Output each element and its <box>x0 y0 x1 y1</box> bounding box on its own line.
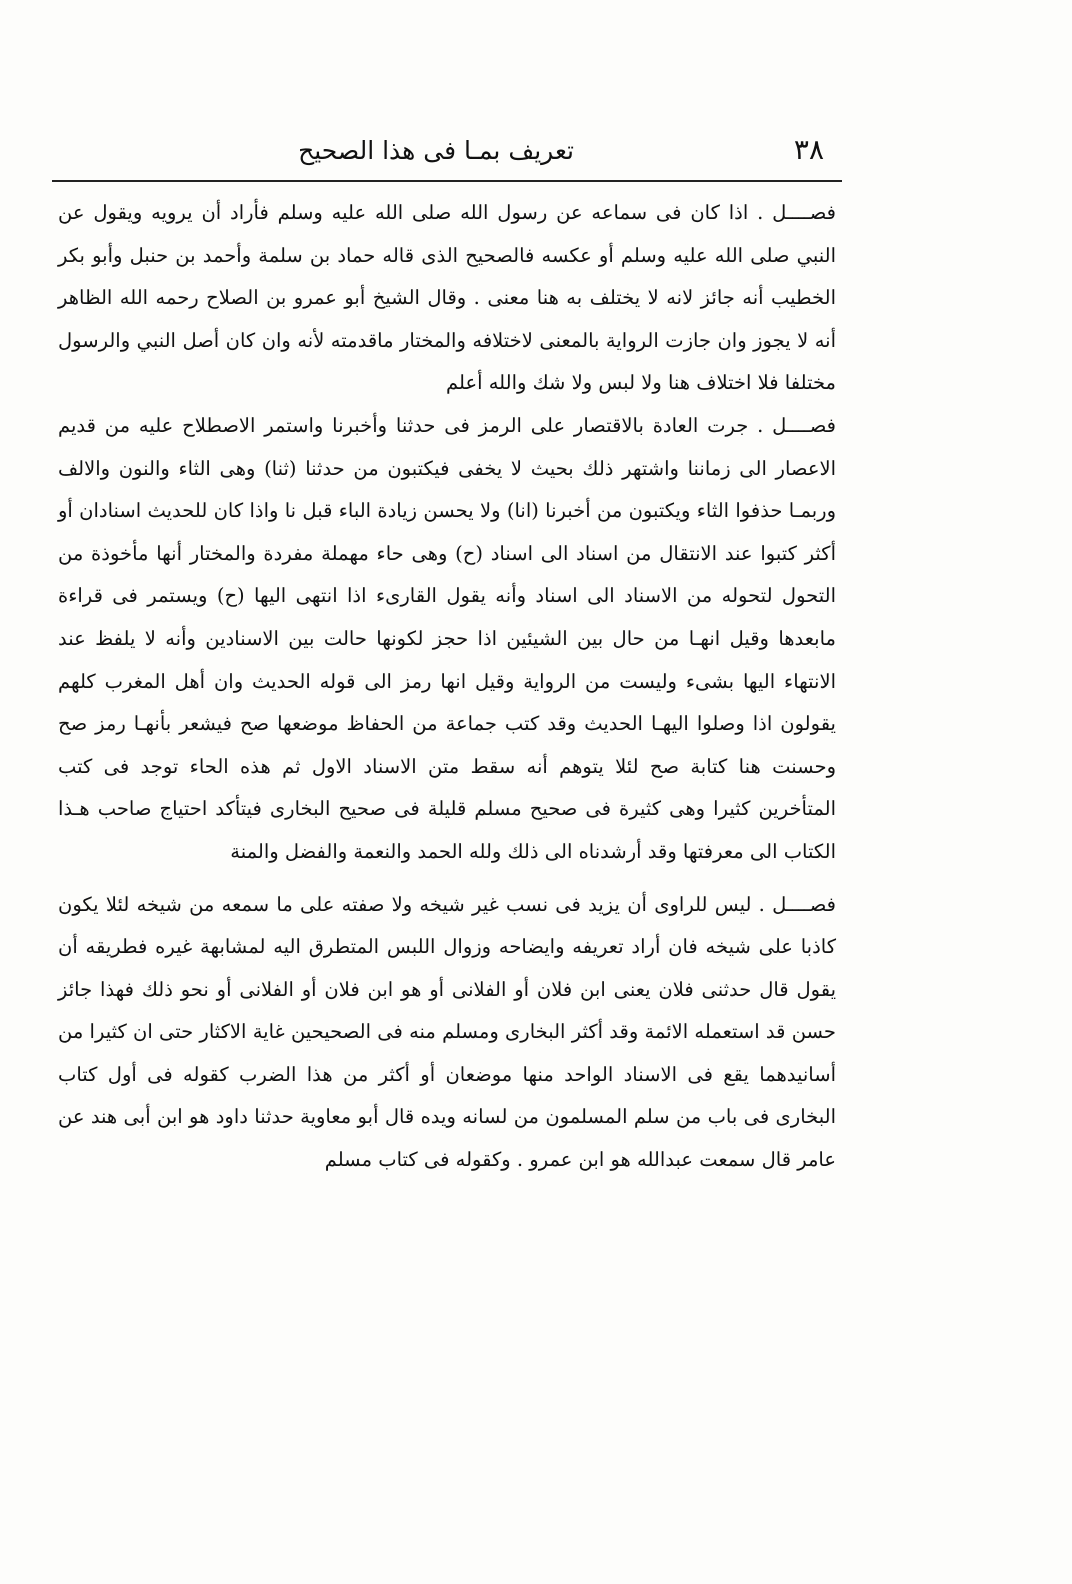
paragraph-text: . ليس للراوى أن يزيد فى نسب غير شيخه ولا صفته على ما سمعه من شيخه لئلا يكون كاذبا على شيخه فان أراد تعريفه وايضاحه وزوال اللبس المتطرق اليه لمشابهة غيره فطريقه أن يقول قال حدثنى فلان يعنى ابن فلان أو الفلانى أو هو ابن فلان أو الفلانى أو نحو ذلك فهذا جائز حسن قد استعمله الائمة وقد أكثر البخارى ومسلم منه فى الصحيحين غاية الاكثار حتى ان كثيرا من أسانيدهما يقع فى الاسناد الواحد منها موضعان أو أكثر من هذا الضرب كقوله فى أول كتاب البخارى فى باب من سلم المسلمون من لسانه ويده قال أبو معاوية حدثنا داود هو ابن أبى هند عن عامر قال سمعت عبدالله هو ابن عمرو . وكقوله فى كتاب مسلم <box>58 892 836 1172</box>
page-number: ٣٨ <box>793 133 824 166</box>
paragraph-text: . اذا كان فى سماعه عن رسول الله صلى الله عليه وسلم فأراد أن يرويه ويقول عن النبي صلى الله عليه وسلم أو عكسه فالصحيح الذى قاله حماد بن سلمة وأحمد بن حنبل وأبو بكر الخطيب أنه جائز لانه لا يختلف به هنا معنى . وقال الشيخ أبو عمرو بن الصلاح رحمه الله الظاهر أنه لا يجوز وان جازت الرواية بالمعنى لاختلافه والمختار ماقدمته لأنه وان كان أصل النبي والرسول مختلفا فلا اختلاف هنا ولا لبس ولا شك والله أعلم <box>58 201 836 395</box>
section-label: فصــــل <box>772 413 836 437</box>
body-text <box>58 192 836 1182</box>
section-label: فصــــل <box>772 201 836 224</box>
paragraph <box>58 405 836 874</box>
page-header <box>52 126 842 178</box>
header-rule <box>52 180 842 182</box>
paragraph <box>58 884 836 1182</box>
running-title: تعريف بمـا فى هذا الصحيح <box>298 136 574 165</box>
paragraph-text: . جرت العادة بالاقتصار على الرمز فى حدثنا وأخبرنا واستمر الاصطلاح عليه من قديم الاعصار الى زماننا واشتهر ذلك بحيث لا يخفى فيكتبون من حدثنا (ثنا) وهى الثاء والنون والالف وربمـا حذفوا الثاء ويكتبون من أخبرنا (انا) ولا يحسن زيادة الباء قبل نا واذا كان للحديث اسنادان أو أكثر كتبوا عند الانتقال من اسناد الى اسناد (ح) وهى حاء مهملة مفردة والمختار أنها مأخوذة من التحول لتحوله من الاسناد الى اسناد وأنه يقول القارىء اذا انتهى اليها (ح) ويستمر فى قراءة مابعدها وقيل انهـا من حال بين الشيئين اذا حجز لكونها حالت بين الاسنادين وأنه لا يلفظ عند الانتهاء اليها بشىء وليست من الرواية وقيل انها رمز الى قوله الحديث وان أهل المغرب كلهم يقولون اذا وصلوا اليهـا الحديث وقد كتب جماعة من الحفاظ موضعها صح فيشعر بأنهـا رمز صح وحسنت هنا كتابة صح لئلا يتوهم أنه سقط متن الاسناد الاول ثم هذه الحاء توجد فى كتب المتأخرين كثيرا وهى كثيرة فى صحيح مسلم قليلة فى صحيح البخارى فيتأكد احتياج صاحب هـذا الكتاب الى معرفتها وقد أرشدناه الى ذلك ولله الحمد والنعمة والفضل والمنة <box>58 413 836 863</box>
section-label: فصــــل <box>772 892 836 916</box>
paragraph <box>58 192 836 405</box>
